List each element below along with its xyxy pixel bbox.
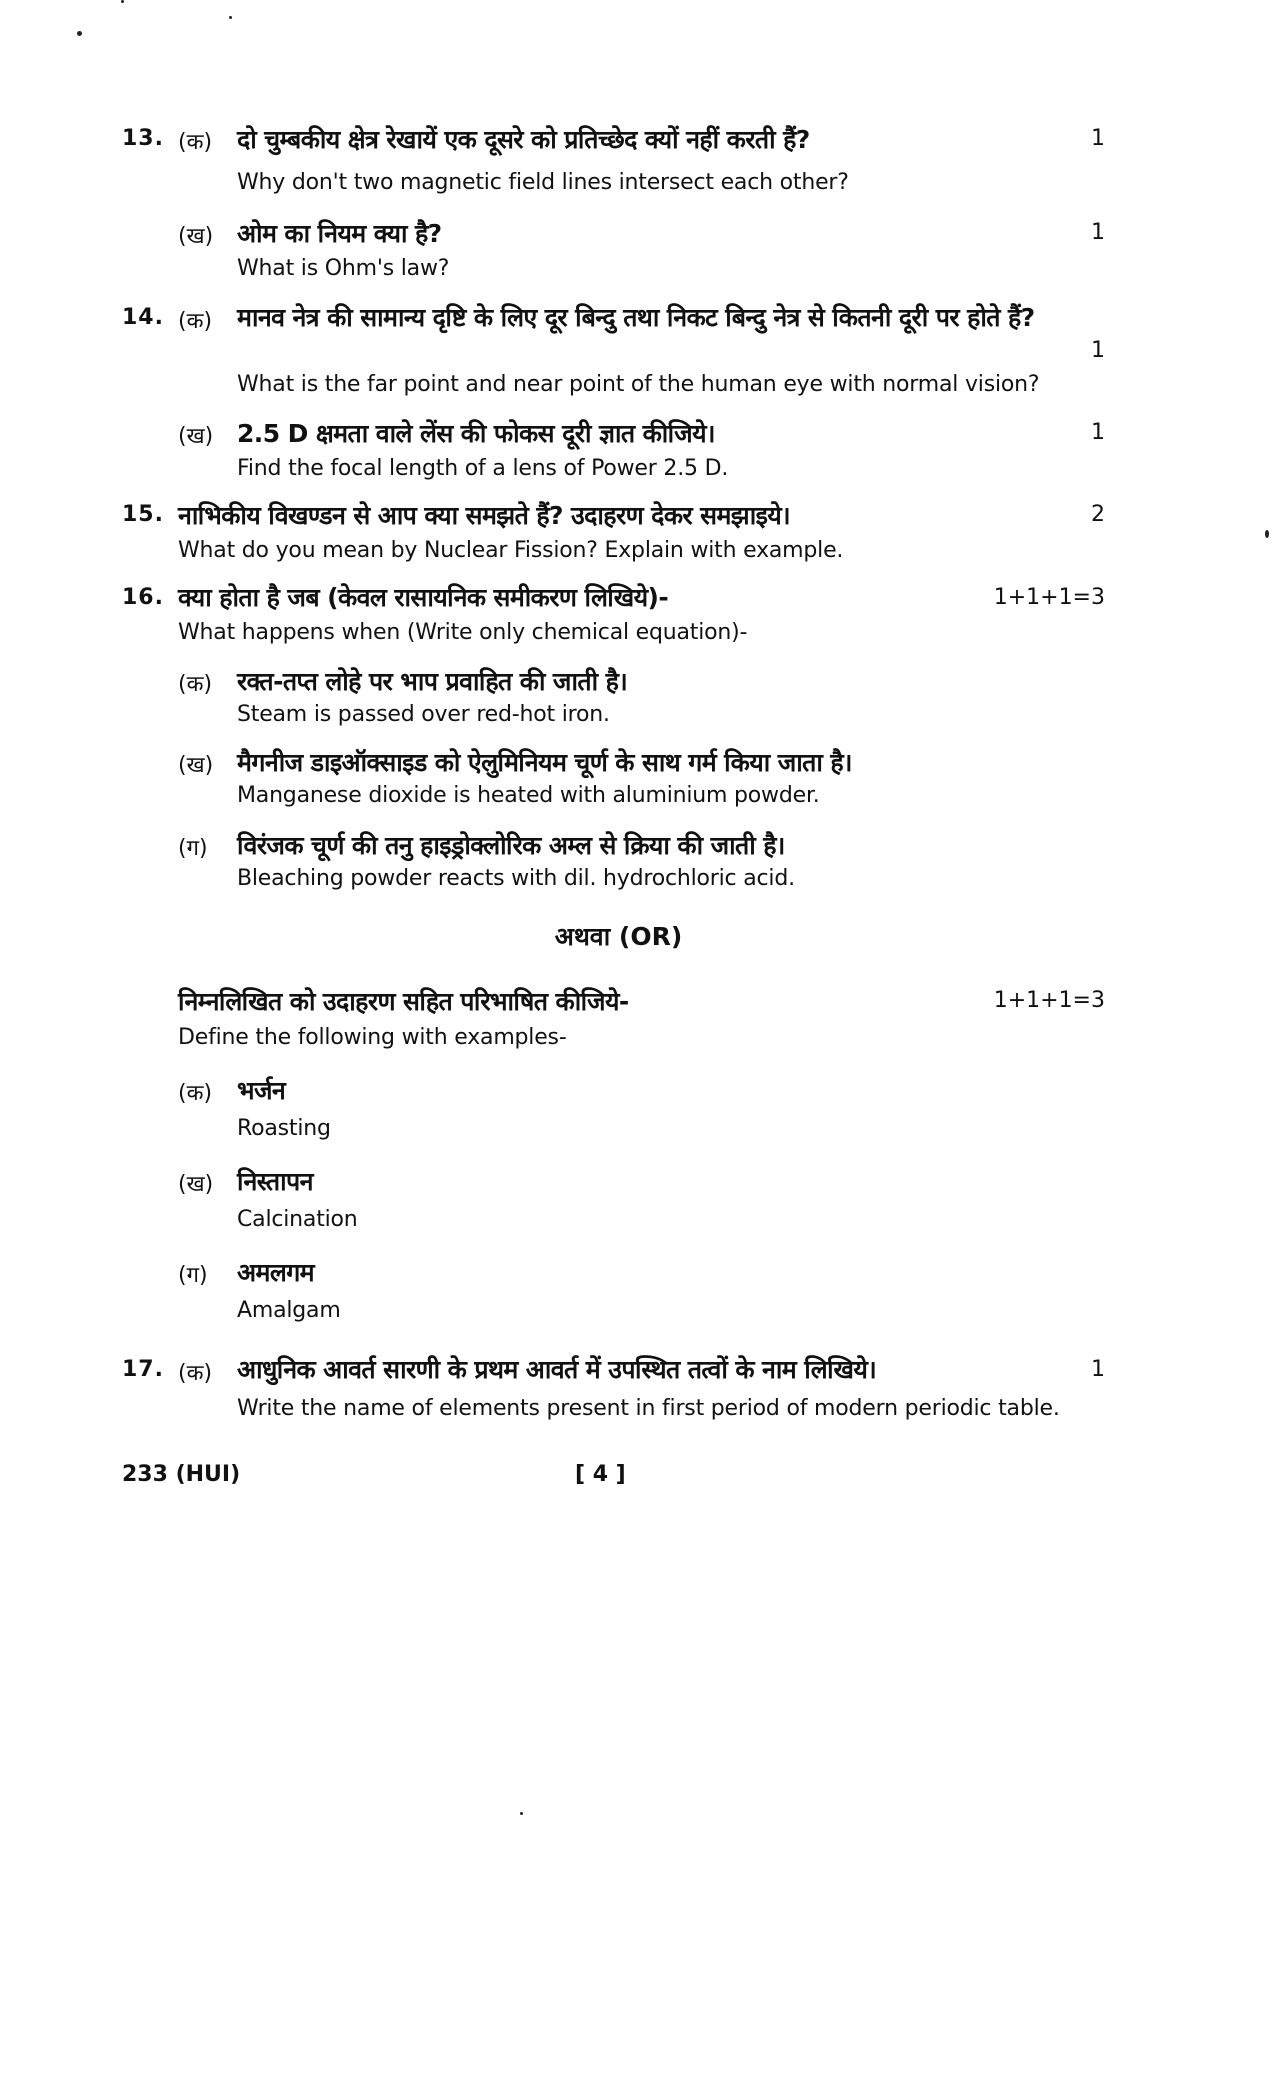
question-text-english: Write the name of elements present in first period of modern periodic table. bbox=[237, 1396, 1060, 1421]
marks: 1 bbox=[1091, 126, 1105, 151]
marks: 1 bbox=[1091, 420, 1105, 445]
marks: 1+1+1=3 bbox=[993, 988, 1105, 1013]
question-text-hindi: दो चुम्बकीय क्षेत्र रेखायें एक दूसरे को प्रतिच्छेद क्यों नहीं करती हैं? bbox=[237, 125, 810, 154]
question-text-english: Manganese dioxide is heated with aluminium powder. bbox=[237, 783, 820, 808]
or-separator: अथवा (OR) bbox=[554, 922, 683, 951]
question-text-hindi: निस्तापन bbox=[237, 1167, 313, 1196]
subpart-label: (क) bbox=[178, 309, 213, 334]
scan-speck bbox=[520, 1812, 523, 1815]
marks: 1 bbox=[1091, 220, 1105, 245]
subpart-label: (क) bbox=[178, 1081, 213, 1106]
subpart-label: (क) bbox=[178, 672, 213, 697]
question-text-hindi: ओम का नियम क्या है? bbox=[237, 219, 442, 248]
subpart-label: (ग) bbox=[178, 1263, 208, 1288]
question-text-english: What happens when (Write only chemical equation)- bbox=[178, 620, 748, 645]
question-number: 16. bbox=[122, 585, 164, 610]
question-text-english: What do you mean by Nuclear Fission? Explain with example. bbox=[178, 538, 844, 563]
subpart-label: (क) bbox=[178, 130, 213, 155]
question-text-english: Amalgam bbox=[237, 1298, 341, 1323]
scan-speck bbox=[1265, 530, 1269, 538]
subpart-label: (ख) bbox=[178, 1172, 214, 1197]
question-number: 17. bbox=[122, 1357, 164, 1382]
question-number: 15. bbox=[122, 502, 164, 527]
question-text-hindi: अमलगम bbox=[237, 1258, 315, 1287]
marks: 2 bbox=[1091, 502, 1105, 527]
question-text-english: Roasting bbox=[237, 1116, 331, 1141]
scan-speck bbox=[229, 16, 232, 19]
subpart-label: (ख) bbox=[178, 753, 214, 778]
question-text-hindi: विरंजक चूर्ण की तनु हाइड्रोक्लोरिक अम्ल से क्रिया की जाती है। bbox=[237, 831, 785, 860]
scan-speck bbox=[77, 31, 82, 36]
subpart-label: (ख) bbox=[178, 224, 214, 249]
question-text-hindi: आधुनिक आवर्त सारणी के प्रथम आवर्त में उपस्थित तत्वों के नाम लिखिये। bbox=[237, 1355, 877, 1384]
question-text-hindi: रक्त-तप्त लोहे पर भाप प्रवाहित की जाती है। bbox=[237, 667, 628, 696]
question-text-hindi: भर्जन bbox=[237, 1076, 286, 1105]
question-text-english: What is the far point and near point of the human eye with normal vision? bbox=[237, 372, 1040, 397]
subpart-label: (ख) bbox=[178, 424, 214, 449]
question-text-hindi: नाभिकीय विखण्डन से आप क्या समझते हैं? उदाहरण देकर समझाइये। bbox=[178, 501, 791, 530]
marks: 1+1+1=3 bbox=[993, 585, 1105, 610]
question-text-english: Define the following with examples- bbox=[178, 1025, 567, 1050]
question-text-english: Find the focal length of a lens of Power 2.5 D. bbox=[237, 456, 729, 481]
marks: 1 bbox=[1091, 1357, 1105, 1382]
marks: 1 bbox=[1091, 338, 1105, 363]
question-text-english: Steam is passed over red-hot iron. bbox=[237, 702, 610, 727]
question-text-hindi: मानव नेत्र की सामान्य दृष्टि के लिए दूर बिन्दु तथा निकट बिन्दु नेत्र से कितनी दूरी पर होते हैं? bbox=[237, 303, 1035, 332]
question-text-hindi: मैगनीज डाइऑक्साइड को ऐलुमिनियम चूर्ण के साथ गर्म किया जाता है। bbox=[237, 748, 852, 777]
question-text-english: Why don't two magnetic field lines intersect each other? bbox=[237, 170, 849, 195]
question-text-hindi: क्या होता है जब (केवल रासायनिक समीकरण लिखिये)- bbox=[178, 583, 669, 612]
question-number: 14. bbox=[122, 305, 164, 330]
question-text-hindi: 2.5 D क्षमता वाले लेंस की फोकस दूरी ज्ञात कीजिये। bbox=[237, 419, 715, 448]
subpart-label: (ग) bbox=[178, 836, 208, 861]
question-number: 13. bbox=[122, 126, 164, 151]
question-text-english: Calcination bbox=[237, 1207, 358, 1232]
question-text-english: Bleaching powder reacts with dil. hydrochloric acid. bbox=[237, 866, 795, 891]
subpart-label: (क) bbox=[178, 1361, 213, 1386]
scan-speck bbox=[121, 0, 124, 3]
question-text-english: What is Ohm's law? bbox=[237, 256, 450, 281]
question-text-hindi: निम्नलिखित को उदाहरण सहित परिभाषित कीजिये- bbox=[178, 987, 629, 1016]
paper-code: 233 (HUI) bbox=[122, 1462, 241, 1487]
page-number: [ 4 ] bbox=[575, 1462, 626, 1487]
